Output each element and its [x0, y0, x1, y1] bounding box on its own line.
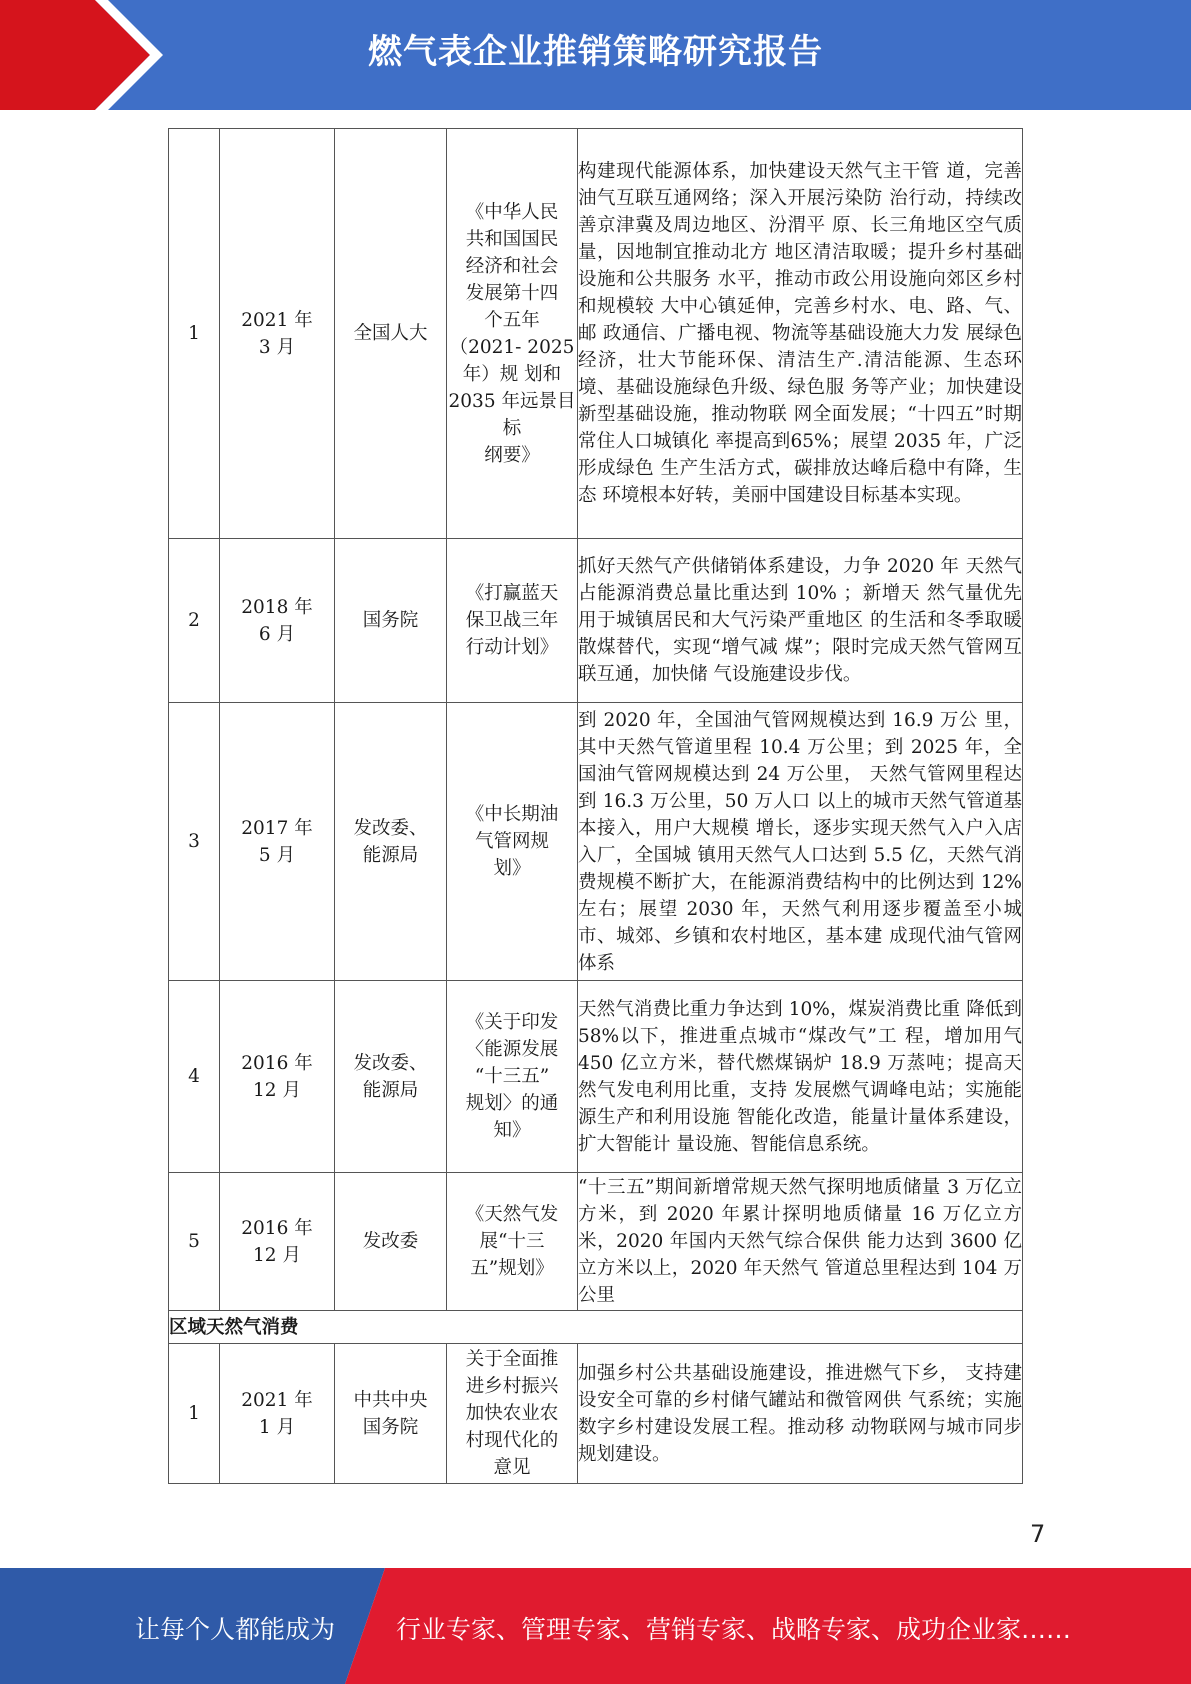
row-date: 2017 年 5 月: [220, 703, 335, 981]
row-document: 《天然气发 展“十三 五”规划》: [447, 1173, 578, 1311]
footer-slogan-left: 让每个人都能成为: [135, 1615, 336, 1644]
table-row: [169, 703, 1023, 981]
row-date: 2016 年 12 月: [220, 981, 335, 1173]
policy-table-container: [168, 128, 1023, 1486]
table-row: [169, 129, 1023, 539]
row-number: 3: [169, 703, 220, 981]
row-number: 5: [169, 1173, 220, 1311]
row-document: 关于全面推 进乡村振兴 加快农业农 村现代化的 意见: [447, 1344, 578, 1484]
row-date: 2021 年 1 月: [220, 1344, 335, 1484]
row-number: 4: [169, 981, 220, 1173]
row-document: 《中长期油 气管网规 划》: [447, 703, 578, 981]
row-organization: 发改委、 能源局: [335, 981, 447, 1173]
row-number: 1: [169, 1344, 220, 1484]
document-title: 燃气表企业推销策略研究报告: [368, 32, 823, 72]
row-organization: 全国人大: [335, 129, 447, 539]
header-bar: [0, 0, 1191, 110]
row-number: 2: [169, 539, 220, 703]
row-content: 构建现代能源体系，加快建设天然气主干管 道，完善油气互联互通网络；深入开展污染防 治行动，持续改善京津冀及周边地区、汾渭平 原、长三角地区空气质量，因地制宜推动北方 地区清洁取暖；提升乡村基础设施和公共服务 水平，推动市政公用设施向郊区乡村和规模较 大中心镇延伸，完善乡村水、电、路、气、邮 政通信、广播电视、物流等基础设施大力发 展绿色经济，壮大节能环保、清洁生产.清洁能源、生态环境、基础设施绿色升级、绿色服 务等产业；加快建设新型基础设施，推动物联 网全面发展；“十四五”时期常住人口城镇化 率提高到65%；展望 2035 年，广泛形成绿色 生产生活方式，碳排放达峰后稳中有降，生态 环境根本好转，美丽中国建设目标基本实现。: [578, 129, 1023, 539]
row-number: 1: [169, 129, 220, 539]
row-document: 《中华人民 共和国国民 经济和社会 发展第十四 个五年 （2021- 2025 年）规 划和 2035 年远景目 标 纲要》: [447, 129, 578, 539]
table-row: [169, 981, 1023, 1173]
row-date: 2021 年 3 月: [220, 129, 335, 539]
row-date: 2018 年 6 月: [220, 539, 335, 703]
row-content: 到 2020 年，全国油气管网规模达到 16.9 万公 里，其中天然气管道里程 10.4 万公里；到 2025 年，全国油气管网规模达到 24 万公里， 天然气管网里程达到 16.3 万公里，50 万人口 以上的城市天然气管道基本接入，用户大规模 增长，逐步实现天然气入户入店入厂，全国城 镇用天然气人口达到 5.5 亿，天然气消费规模不断扩大，在能源消费结构中的比例达到 12%左右；展望 2030 年，天然气利用逐步覆盖至小城市、城郊、乡镇和农村地区，基本建 成现代油气管网体系: [578, 703, 1023, 981]
table-row: [169, 539, 1023, 703]
section-row: [169, 1311, 1023, 1344]
page-number: 7: [1030, 1520, 1046, 1548]
footer-slogan-right: 行业专家、管理专家、营销专家、战略专家、成功企业家……: [396, 1615, 1072, 1644]
row-document: 《打赢蓝天 保卫战三年 行动计划》: [447, 539, 578, 703]
row-document: 《关于印发 〈能源发展 “十三五” 规划〉的通 知》: [447, 981, 578, 1173]
row-date: 2016 年 12 月: [220, 1173, 335, 1311]
row-content: 加强乡村公共基础设施建设，推进燃气下乡， 支持建设安全可靠的乡村储气罐站和微管网供 气系统；实施数字乡村建设发展工程。推动移 动物联网与城市同步规划建设。: [578, 1344, 1023, 1484]
section-heading: 区域天然气消费: [169, 1311, 1023, 1344]
table-row: [169, 1173, 1023, 1311]
row-organization: 国务院: [335, 539, 447, 703]
row-content: 抓好天然气产供储销体系建设，力争 2020 年 天然气占能源消费总量比重达到 10% ；新增天 然气量优先用于城镇居民和大气污染严重地区 的生活和冬季取暖散煤替代，实现“增气减 煤”；限时完成天然气管网互联互通，加快储 气设施建设步伐。: [578, 539, 1023, 703]
row-content: 天然气消费比重力争达到 10%，煤炭消费比重 降低到 58%以下，推进重点城市“煤改气”工 程，增加用气 450 亿立方米，替代燃煤锅炉 18.9 万蒸吨；提高天然气发电利用比重，支持 发展燃气调峰电站；实施能源生产和利用设施 智能化改造，能量计量体系建设，扩大智能计 量设施、智能信息系统。: [578, 981, 1023, 1173]
row-organization: 中共中央 国务院: [335, 1344, 447, 1484]
row-organization: 发改委: [335, 1173, 447, 1311]
row-content: “十三五”期间新增常规天然气探明地质储量 3 万亿立方米，到 2020 年累计探明地质储量 16 万亿立方米，2020 年国内天然气综合保供 能力达到 3600 亿立方米以上，2020 年天然气 管道总里程达到 104 万公里: [578, 1173, 1023, 1311]
row-organization: 发改委、 能源局: [335, 703, 447, 981]
policy-table: [168, 128, 1023, 1484]
table-row: [169, 1344, 1023, 1484]
